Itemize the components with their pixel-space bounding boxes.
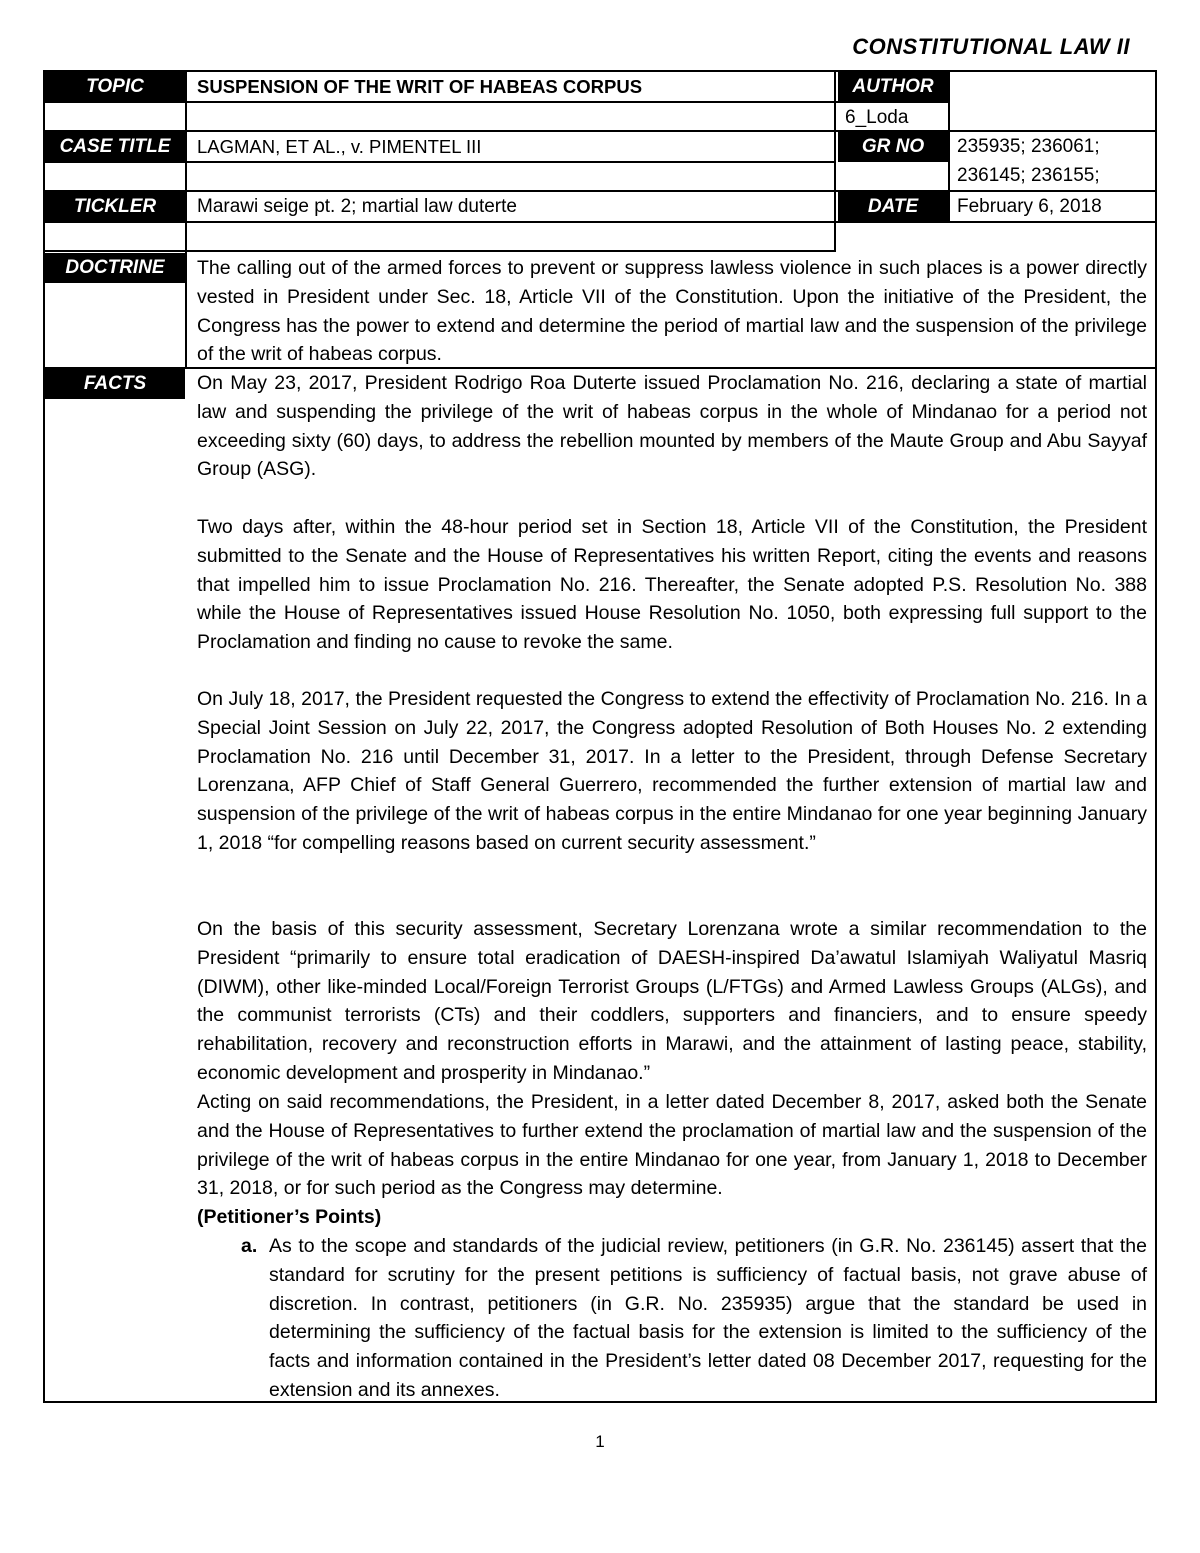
topic-label: TOPIC xyxy=(45,72,185,102)
facts-label: FACTS xyxy=(45,369,185,399)
grid-line xyxy=(45,161,834,163)
grid-line xyxy=(185,252,187,368)
author-value: 6_Loda xyxy=(845,107,909,128)
grid-line xyxy=(45,130,1155,132)
gr-no-line-2: 236145; 236155; xyxy=(957,165,1100,186)
grid-line xyxy=(834,72,836,252)
date-value: February 6, 2018 xyxy=(957,196,1102,217)
case-title-label: CASE TITLE xyxy=(45,132,185,162)
facts-paragraph-4: On the basis of this security assessment, Secretary Lorenzana wrote a similar recommendation to the President “primarily to ensure total eradication of DAESH-inspired Da’awatul Islamiyah Waliyatul Masriq (DIWM), other like-minded Local/Foreign Terrorist Groups (L/FTGs) and Armed Lawless Groups (ALGs), and the communist terrorists (CTs) and their coddlers, supporters and financiers, and to ensure speedy rehabilitation, recovery and reconstruction efforts in Marawi, and the attainment of lasting peace, stability, economic development and prosperity in Mindanao.” xyxy=(197,918,1147,1084)
petitioners-points-heading: (Petitioner’s Points) xyxy=(197,1206,382,1228)
point-a-text: As to the scope and standards of the judicial review, petitioners (in G.R. No. 236145) assert that the standard for scrutiny for the present petitions is sufficiency of factual basis, not grave abuse of discretion. In contrast, petitioners (in G.R. No. 235935) argue that the standard be used in determining the sufficiency of the factual basis for the extension is limited to the sufficiency of the facts and information contained in the President’s letter dated 08 December 2017, requesting for the extension and its annexes. xyxy=(269,1235,1147,1401)
date-label: DATE xyxy=(838,192,948,222)
facts-paragraph-5: Acting on said recommendations, the President, in a letter dated December 8, 2017, asked both the Senate and the House of Representatives to further extend the proclamation of martial law and the suspension of the privilege of the writ of habeas corpus in the entire Mindanao for one year, from January 1, 2018 to December 31, 2018, or for such period as the Congress may determine. xyxy=(197,1091,1147,1200)
doctrine-text: The calling out of the armed forces to prevent or suppress lawless violence in such places is a power directly vested in President under Sec. 18, Article VII of the Constitution. Upon the initiative of the President, the Congress has the power to extend and determine the period of martial law and the suspension of the privilege of the writ of habeas corpus. xyxy=(197,257,1147,366)
author-label: AUTHOR xyxy=(838,72,948,102)
gr-no-label: GR NO xyxy=(838,132,948,162)
grid-line xyxy=(834,101,948,103)
case-title-value: LAGMAN, ET AL., v. PIMENTEL III xyxy=(197,136,482,157)
grid-line xyxy=(45,367,1155,369)
point-a-letter: a. xyxy=(241,1235,258,1257)
facts-paragraph-3: On July 18, 2017, the President requested the Congress to extend the effectivity of Proclamation No. 216. In a Special Joint Session on July 22, 2017, the Congress adopted Resolution of Both Houses No. 2 extending Proclamation No. 216 until December 31, 2017. In a letter to the President, through Defense Secretary Lorenzana, AFP Chief of Staff General Guerrero, recommended the further extension of martial law and suspension of the privilege of the writ of habeas corpus in the entire Mindanao for one year beginning January 1, 2018 “for compelling reasons based on current security assessment.” xyxy=(197,688,1147,854)
grid-line xyxy=(45,221,1155,223)
grid-line xyxy=(45,190,1155,192)
tickler-value: Marawi seige pt. 2; martial law duterte xyxy=(197,196,517,217)
page-number: 1 xyxy=(595,1432,605,1451)
gr-no-line-1: 235935; 236061; xyxy=(957,136,1100,157)
tickler-label: TICKLER xyxy=(45,192,185,222)
grid-line xyxy=(45,101,834,103)
facts-paragraph-1: On May 23, 2017, President Rodrigo Roa Duterte issued Proclamation No. 216, declaring a state of martial law and suspending the privilege of the writ of habeas corpus in the whole of Mindanao for a period not exceeding sixty (60) days, to address the rebellion mounted by members of the Maute Group and Abu Sayyaf Group (ASG). xyxy=(197,372,1147,481)
document-header: CONSTITUTIONAL LAW II xyxy=(852,34,1130,59)
facts-paragraph-2: Two days after, within the 48-hour period set in Section 18, Article VII of the Constitution, the President submitted to the Senate and the House of Representatives his written Report, citing the events and reasons that impelled him to issue Proclamation No. 216. Thereafter, the Senate adopted P.S. Resolution No. 388 while the House of Representatives issued House Resolution No. 1050, both expressing full support to the Proclamation and finding no cause to revoke the same. xyxy=(197,516,1147,654)
grid-line xyxy=(948,72,950,222)
topic-value: SUSPENSION OF THE WRIT OF HABEAS CORPUS xyxy=(197,76,643,97)
doctrine-label: DOCTRINE xyxy=(45,253,185,283)
grid-line xyxy=(45,250,836,252)
case-digest-form xyxy=(43,70,1157,1403)
